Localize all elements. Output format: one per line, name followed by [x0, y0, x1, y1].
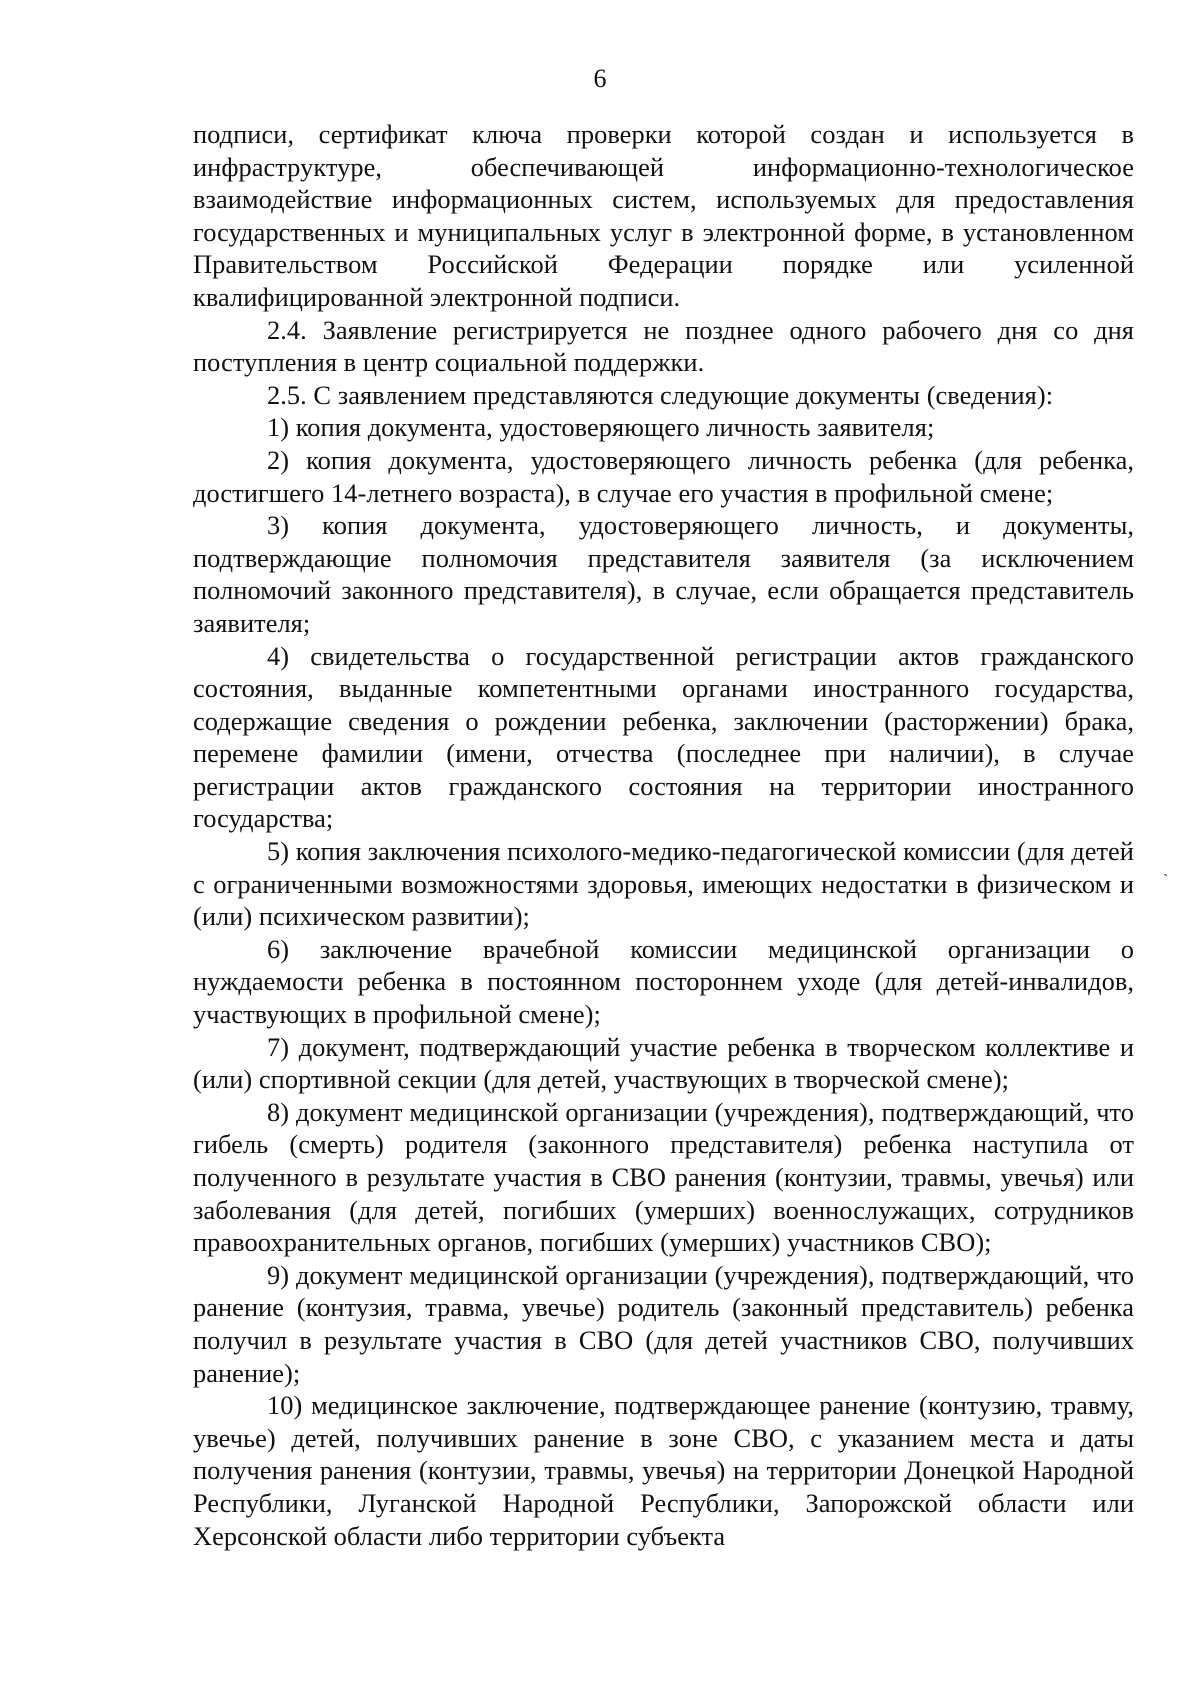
- list-item-10: 10) медицинское заключение, подтверждающее ранение (контузию, травму, увечье) детей, получивших ранение в зоне СВО, с указанием места и даты получения ранения (контузии, травмы, увечья) на территории Донецкой Народной Республики, Луганской Народной Республики, Запорожской области или Херсонской области либо территории субъекта: [193, 1390, 1134, 1551]
- list-item-7: 7) документ, подтверждающий участие ребенка в творческом коллективе и (или) спортивной секции (для детей, участвующих в творческой смене);: [193, 1031, 1134, 1095]
- list-item-6: 6) заключение врачебной комиссии медицинской организации о нуждаемости ребенка в постоянном постороннем уходе (для детей-инвалидов, участвующих в профильной смене);: [193, 933, 1134, 1030]
- list-item-8: 8) документ медицинской организации (учреждения), подтверждающий, что гибель (смерть) родителя (законного представителя) ребенка наступила от полученного в результате участия в СВО ранения (контузии, травмы, увечья) или заболевания (для детей, погибших (умерших) военнослужащих, сотрудников правоохранительных органов, погибших (умерших) участников СВО);: [193, 1096, 1134, 1258]
- paragraph-2-4: 2.4. Заявление регистрируется не позднее одного рабочего дня со дня поступления в центр социальной поддержки.: [193, 314, 1134, 378]
- paragraph-signature-continuation: подписи, сертификат ключа проверки которой создан и используется в инфраструктуре, обеспечивающей информационно-технологическое взаимодействие информационных систем, используемых для предоставления государственных и муниципальных услуг в электронной форме, в установленном Правительством Российской Федерации порядке или усиленной квалифицированной электронной подписи.: [193, 119, 1134, 312]
- list-item-1: 1) копия документа, удостоверяющего личность заявителя;: [267, 412, 935, 443]
- list-item-3: 3) копия документа, удостоверяющего личность, и документы, подтверждающие полномочия представителя заявителя (за исключением полномочий законного представителя), в случае, если обращается представитель заявителя;: [193, 510, 1134, 638]
- paragraph-2-5: 2.5. С заявлением представляются следующие документы (сведения):: [267, 379, 1054, 410]
- list-item-4: 4) свидетельства о государственной регистрации актов гражданского состояния, выданные компетентными органами иностранного государства, содержащие сведения о рождении ребенка, заключении (расторжении) брака, перемене фамилии (имени, отчества (последнее при наличии), в случае регистрации актов гражданского состояния на территории иностранного государства;: [193, 640, 1134, 834]
- scan-speck: ˋ: [1163, 872, 1169, 889]
- list-item-9: 9) документ медицинской организации (учреждения), подтверждающий, что ранение (контузия, травма, увечье) родитель (законный представитель) ребенка получил в результате участия в СВО (для детей участников СВО, получивших ранение);: [193, 1259, 1134, 1388]
- page-number: 6: [593, 64, 607, 93]
- list-item-2: 2) копия документа, удостоверяющего личность ребенка (для ребенка, достигшего 14-летнего возраста), в случае его участия в профильной смене;: [193, 444, 1134, 508]
- document-body: [193, 118, 1134, 1552]
- list-item-5: 5) копия заключения психолого-медико-педагогической комиссии (для детей с ограниченными возможностями здоровья, имеющих недостатки в физическом и (или) психическом развитии);: [193, 836, 1134, 932]
